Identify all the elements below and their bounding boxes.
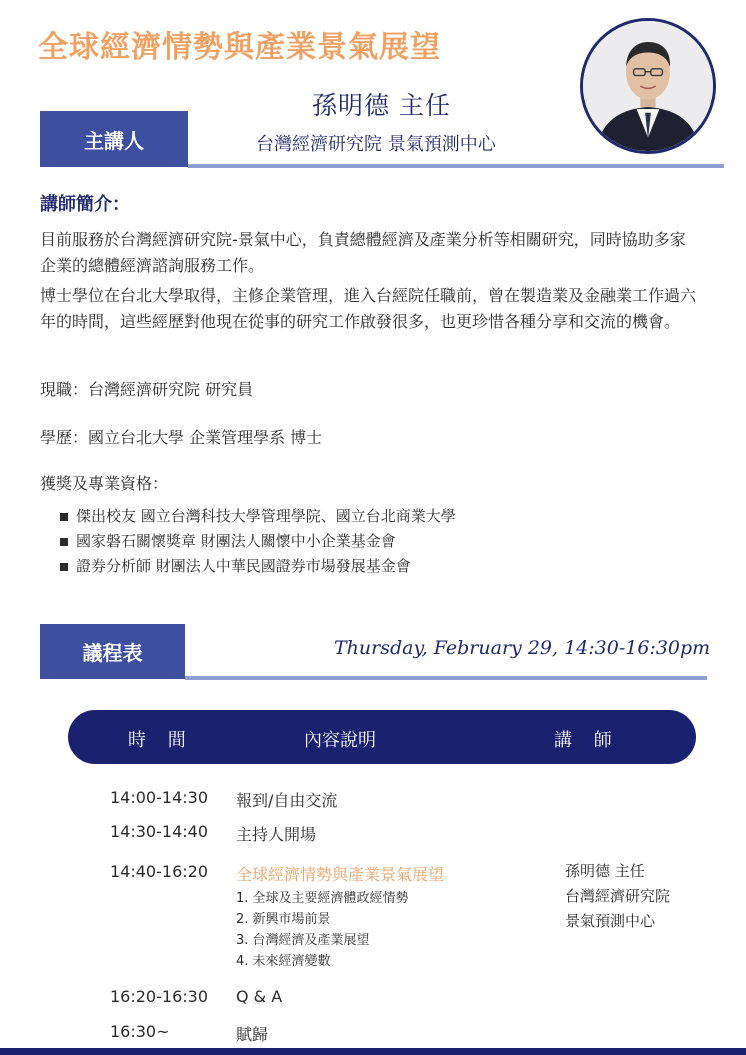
row-content: 主持人開場 bbox=[236, 825, 317, 844]
row-time: 14:00-14:30 bbox=[110, 788, 208, 807]
list-item: 1. 全球及主要經濟體政經情勢 bbox=[236, 891, 409, 906]
bio-paragraph-2: 博士學位在台北大學取得，主修企業管理，進入台經院任職前，曾在製造業及金融業工作過六年的時間，這些經歷對他現在從事的研究工作啟發很多，也更珍惜各種分享和交流的機會。 bbox=[40, 286, 697, 331]
list-item: 3. 台灣經濟及產業展望 bbox=[236, 933, 370, 948]
row-content-highlight: 全球經濟情勢與產業景氣展望 bbox=[236, 865, 445, 884]
list-item: 4. 未來經濟變數 bbox=[236, 954, 331, 969]
list-item: 傑出校友 國立台灣科技大學管理學院、國立台北商業大學 bbox=[60, 504, 456, 529]
footer-bar bbox=[0, 1048, 746, 1055]
list-item: 國家磐石關懷獎章 財團法人關懷中小企業基金會 bbox=[60, 529, 456, 554]
event-date: Thursday, February 29, 14:30-16:30pm bbox=[334, 637, 711, 659]
bio-paragraph-1: 目前服務於台灣經濟研究院-景氣中心，負責總體經濟及產業分析等相關研究，同時協助多家企業的總體經濟諮詢服務工作。 bbox=[40, 230, 686, 275]
current-position: 現職：台灣經濟研究院 研究員 bbox=[40, 380, 254, 399]
agenda-section-label: 議程表 bbox=[40, 624, 185, 679]
square-bullet-icon bbox=[60, 538, 68, 546]
square-bullet-icon bbox=[60, 563, 68, 571]
row-time: 16:30~ bbox=[110, 1022, 170, 1041]
row-content: Q & A bbox=[236, 987, 283, 1006]
speaker-name: 孫明德 主任 bbox=[312, 91, 451, 120]
row-content: 賦歸 bbox=[236, 1025, 269, 1044]
agenda-table-header bbox=[68, 710, 696, 764]
page-title: 全球經濟情勢與產業景氣展望 bbox=[38, 30, 441, 65]
header-speaker: 講 師 bbox=[554, 730, 620, 751]
header-content: 內容說明 bbox=[304, 730, 376, 751]
speaker-divider bbox=[188, 164, 724, 168]
speaker-section-label: 主講人 bbox=[40, 111, 188, 167]
list-item: 2. 新興市場前景 bbox=[236, 912, 331, 927]
row-content: 報到/自由交流 bbox=[236, 791, 338, 810]
awards-heading: 獲獎及專業資格： bbox=[40, 474, 169, 493]
speaker-photo bbox=[580, 18, 716, 154]
header-time: 時 間 bbox=[128, 730, 194, 751]
agenda-divider bbox=[185, 676, 707, 680]
person-portrait-icon bbox=[583, 21, 713, 151]
list-item: 證券分析師 財團法人中華民國證券市場發展基金會 bbox=[60, 554, 456, 579]
talk-outline bbox=[236, 888, 409, 972]
awards-list bbox=[60, 504, 456, 579]
square-bullet-icon bbox=[60, 513, 68, 521]
bio-heading: 講師簡介： bbox=[40, 194, 130, 215]
row-time: 14:40-16:20 bbox=[110, 862, 208, 881]
education: 學歷：國立台北大學 企業管理學系 博士 bbox=[40, 428, 323, 447]
agenda-speaker: 孫明德 主任 台灣經濟研究院 景氣預測中心 bbox=[565, 862, 671, 930]
speaker-organization: 台灣經濟研究院 景氣預測中心 bbox=[256, 134, 496, 155]
row-time: 14:30-14:40 bbox=[110, 822, 208, 841]
row-time: 16:20-16:30 bbox=[110, 987, 208, 1006]
